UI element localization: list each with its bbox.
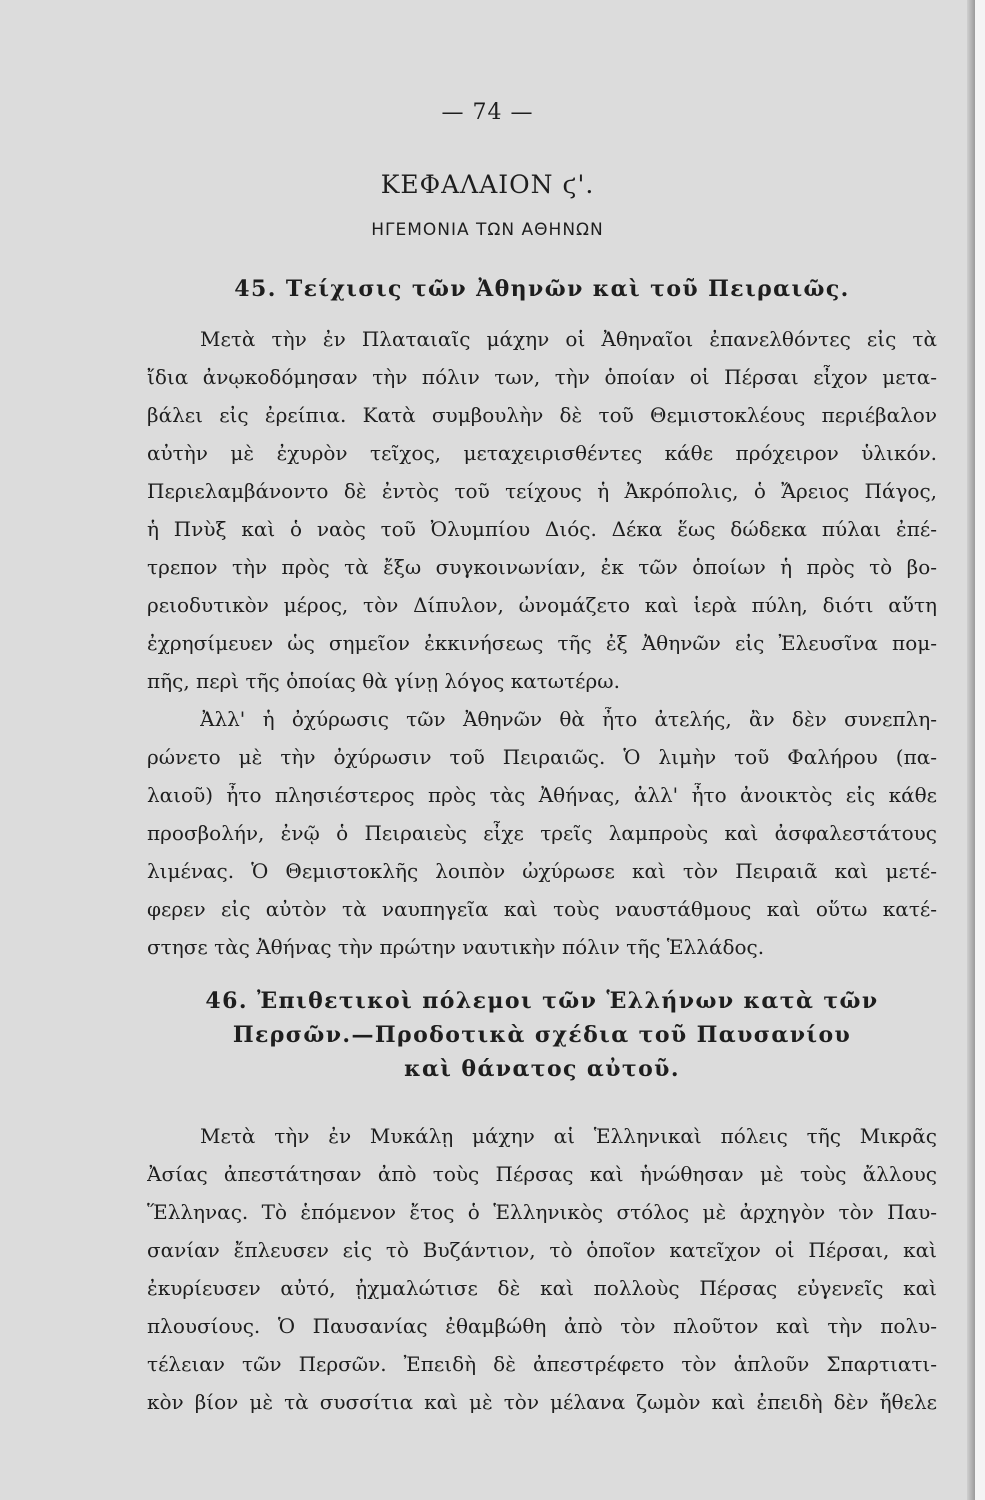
paragraph-line: Μετὰ τὴν ἐν Πλαταιαῖς μάχην οἱ Ἀθηναῖοι ἐπανελθόντες εἰς τὰ [200, 327, 937, 351]
paragraph-line: Μετὰ τὴν ἐν Μυκάλῃ μάχην αἱ Ἑλληνικαὶ πόλεις τῆς Μικρᾶς [200, 1124, 937, 1148]
paragraph-line: ρώνετο μὲ τὴν ὀχύρωσιν τοῦ Πειραιῶς. Ὁ λιμὴν τοῦ Φαλήρου (πα- [147, 745, 937, 769]
paragraph-line: ἐχρησίμευεν ὡς σημεῖον ἐκκινήσεως τῆς ἐξ Ἀθηνῶν εἰς Ἐλευσῖνα πομ- [147, 631, 937, 655]
section-46-heading-line: καὶ θάνατος αὐτοῦ. [404, 1056, 680, 1082]
paragraph-line: κὸν βίον μὲ τὰ συσσίτια καὶ μὲ τὸν μέλανα ζωμὸν καὶ ἐπειδὴ δὲν ἤθελε [147, 1390, 937, 1414]
paragraph-line: Ἕλληνας. Τὸ ἑπόμενον ἔτος ὁ Ἑλληνικὸς στόλος μὲ ἀρχηγὸν τὸν Παυ- [147, 1200, 937, 1224]
paragraph-line: πῆς, περὶ τῆς ὁποίας θὰ γίνῃ λόγος κατωτέρω. [147, 669, 620, 693]
section-46-heading-line: Περσῶν.—Προδοτικὰ σχέδια τοῦ Παυσανίου [232, 1022, 852, 1048]
page-number: — 74 — [441, 100, 534, 125]
paragraph-line: αὐτὴν μὲ ἐχυρὸν τεῖχος, μεταχειρισθέντες κάθε πρόχειρον ὑλικόν. [147, 441, 937, 465]
paragraph-line: πλουσίους. Ὁ Παυσανίας ἐθαμβώθη ἀπὸ τὸν πλοῦτον καὶ τὴν πολυ- [147, 1314, 937, 1338]
paragraph-line: Ἀσίας ἀπεστάτησαν ἀπὸ τοὺς Πέρσας καὶ ἡνώθησαν μὲ τοὺς ἄλλους [147, 1162, 937, 1186]
section-45-heading-text: 45. Τείχισις τῶν Ἀθηνῶν καὶ τοῦ Πειραιῶς. [234, 276, 850, 302]
paragraph-line: ἴδια ἀνῳκοδόμησαν τὴν πόλιν των, τὴν ὁποίαν οἱ Πέρσαι εἶχον μετα- [147, 365, 937, 389]
paragraph-line: προσβολήν, ἐνῷ ὁ Πειραιεὺς εἶχε τρεῖς λαμπροὺς καὶ ἀσφαλεστάτους [147, 821, 937, 845]
paragraph-line: βάλει εἰς ἐρείπια. Κατὰ συμβουλὴν δὲ τοῦ Θεμιστοκλέους περιέβαλον [147, 403, 937, 427]
chapter-subtitle: ΗΓΕΜΟΝΙΑ ΤΩΝ ΑΘΗΝΩΝ [371, 220, 604, 240]
paragraph-line: ἐκυρίευσεν αὐτό, ᾐχμαλώτισε δὲ καὶ πολλοὺς Πέρσας εὐγενεῖς καὶ [147, 1276, 937, 1300]
paragraph-line: Ἀλλ' ἡ ὀχύρωσις τῶν Ἀθηνῶν θὰ ἦτο ἀτελής, ἂν δὲν συνεπλη- [200, 707, 937, 731]
chapter-title: ΚΕΦΑΛΑΙΟΝ ϛ'. [380, 170, 595, 199]
paragraph-line: τέλειαν τῶν Περσῶν. Ἐπειδὴ δὲ ἀπεστρέφετο τὸν ἁπλοῦν Σπαρτιατι- [147, 1352, 937, 1376]
paragraph-line: σανίαν ἔπλευσεν εἰς τὸ Βυζάντιον, τὸ ὁποῖον κατεῖχον οἱ Πέρσαι, καὶ [147, 1238, 937, 1262]
paragraph-line: στησε τὰς Ἀθήνας τὴν πρώτην ναυτικὴν πόλιν τῆς Ἑλλάδος. [147, 935, 765, 959]
page-edge [975, 0, 985, 1500]
paragraph-line: λιμένας. Ὁ Θεμιστοκλῆς λοιπὸν ὠχύρωσε καὶ τὸν Πειραιᾶ καὶ μετέ- [147, 859, 937, 883]
paragraph-line: ἡ Πνὺξ καὶ ὁ ναὸς τοῦ Ὀλυμπίου Διός. Δέκα ἕως δώδεκα πύλαι ἐπέ- [147, 517, 937, 541]
paragraph-line: λαιοῦ) ἦτο πλησιέστερος πρὸς τὰς Ἀθήνας, ἀλλ' ἦτο ἀνοικτὸς εἰς κάθε [147, 783, 937, 807]
paragraph-line: Περιελαμβάνοντο δὲ ἐντὸς τοῦ τείχους ἡ Ἀκρόπολις, ὁ Ἄρειος Πάγος, [147, 479, 937, 503]
paragraph-line: τρεπον τὴν πρὸς τὰ ἔξω συγκοινωνίαν, ἐκ τῶν ὁποίων ἡ πρὸς τὸ βο- [147, 555, 937, 579]
section-46-heading [147, 988, 937, 1098]
paragraph-line: φερεν εἰς αὐτὸν τὰ ναυπηγεῖα καὶ τοὺς ναυστάθμους καὶ οὕτω κατέ- [147, 897, 937, 921]
section-46-heading-line: 46. Ἐπιθετικοὶ πόλεμοι τῶν Ἑλλήνων κατὰ τῶν [205, 988, 879, 1014]
paragraph-line: ρειοδυτικὸν μέρος, τὸν Δίπυλον, ὠνομάζετο καὶ ἱερὰ πύλη, διότι αὕτη [147, 593, 937, 617]
